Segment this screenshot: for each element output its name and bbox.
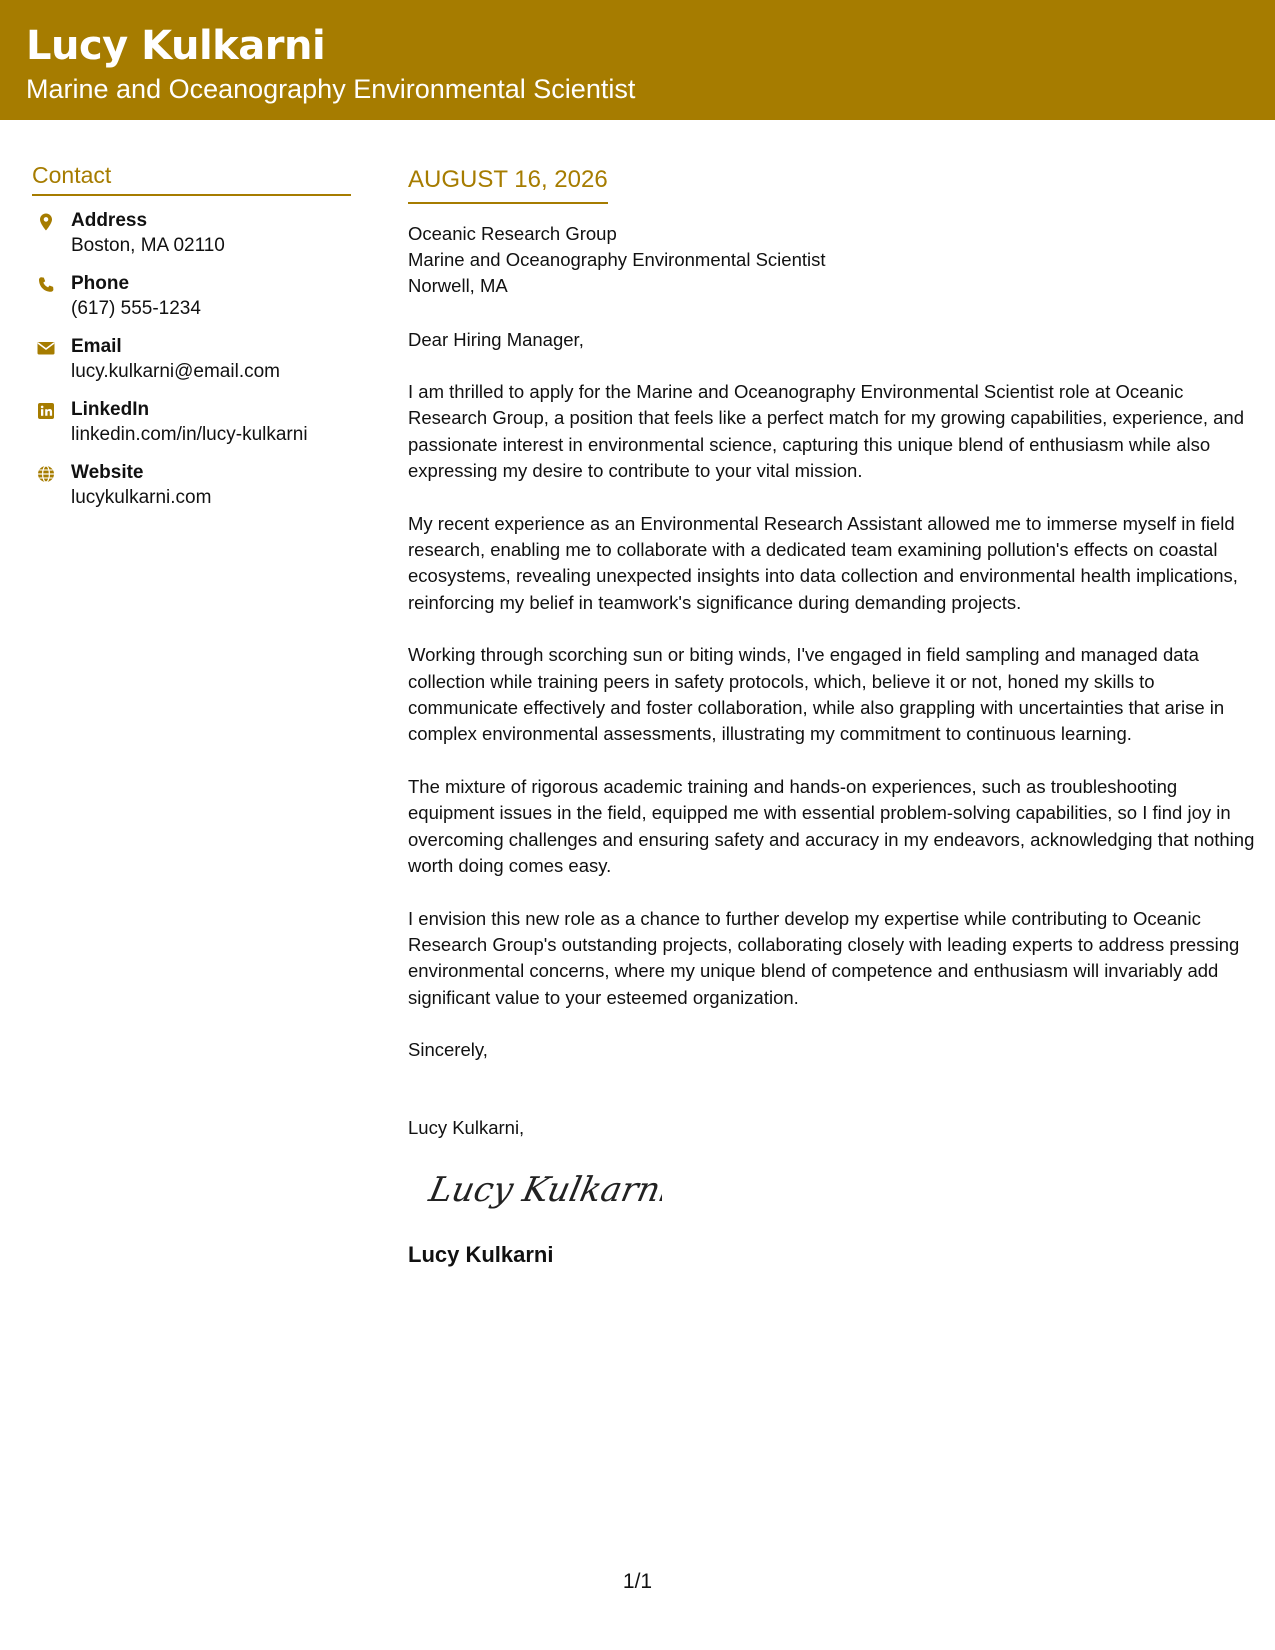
applicant-name: Lucy Kulkarni — [26, 23, 326, 69]
recipient-role: Marine and Oceanography Environmental Scientist — [408, 249, 826, 270]
letter-paragraph: My recent experience as an Environmental Research Assistant allowed me to immerse myself in field research, enabling me to collaborate with a dedicated team examining pollution's effects on coastal ecosystems, revealing unexpected insights into data collection and environmental health implications, reinforcing my belief in teamwork's significance during demanding projects. — [408, 512, 1238, 613]
recipient-location: Norwell, MA — [408, 275, 508, 296]
letter-paragraph: I envision this new role as a chance to further develop my expertise while contributing to Oceanic Research Group's outstanding projects, collaborating closely with leading experts to address pressing environmental concerns, where my unique blend of competence and enthusiasm will invariably add significant value to your esteemed organization. — [408, 907, 1240, 1008]
contact-item-linkedin — [32, 397, 351, 460]
contact-list — [32, 208, 351, 523]
contact-item-phone — [32, 271, 351, 334]
contact-label: Phone — [71, 273, 130, 294]
applicant-title: Marine and Oceanography Environmental Scientist — [26, 74, 636, 104]
contact-label: LinkedIn — [71, 399, 150, 420]
contact-heading: Contact — [32, 160, 351, 196]
contact-item-address — [32, 208, 351, 271]
map-pin-icon — [36, 212, 56, 232]
contact-value-website: lucykulkarni.com — [71, 487, 212, 508]
envelope-icon — [36, 338, 56, 358]
svg-text:Lucy Kulkarni: Lucy Kulkarni — [425, 1170, 662, 1211]
contact-item-website — [32, 460, 351, 523]
linkedin-icon — [36, 401, 56, 421]
contact-label: Address — [71, 210, 148, 231]
page-number: 1/1 — [622, 1570, 653, 1593]
contact-value-phone: (617) 555-1234 — [71, 298, 201, 319]
contact-value-email: lucy.kulkarni@email.com — [71, 361, 280, 382]
globe-icon — [36, 464, 56, 484]
letter-date: AUGUST 16, 2026 — [408, 164, 608, 204]
contact-value-linkedin: linkedin.com/in/lucy-kulkarni — [71, 424, 308, 445]
contact-value-address: Boston, MA 02110 — [71, 235, 225, 256]
letter-paragraph: The mixture of rigorous academic training and hands-on experiences, such as troubleshooting equipment issues in the field, equipped me with essential problem-solving capabilities, so I find joy in overcoming challenges and ensuring safety and accuracy in my endeavors, acknowledging that nothing worth doing comes easy. — [408, 775, 1255, 877]
salutation: Dear Hiring Manager, — [408, 329, 584, 350]
header-banner — [0, 0, 1275, 120]
phone-icon — [36, 275, 56, 295]
closing: Sincerely, — [408, 1039, 488, 1061]
signature — [422, 1161, 662, 1221]
contact-label: Email — [71, 336, 122, 357]
closing-name: Lucy Kulkarni, — [408, 1117, 525, 1139]
letter-paragraph: I am thrilled to apply for the Marine and Oceanography Environmental Scientist role at Oceanic Research Group, a position that feels like a perfect match for my growing capabilities, experience, and passionate interest in environmental science, capturing this unique blend of enthusiasm while also expressing my desire to contribute to your vital mission. — [408, 381, 1245, 482]
contact-label: Website — [71, 462, 144, 483]
letter-paragraph: Working through scorching sun or biting winds, I've engaged in field sampling and managed data collection while training peers in safety protocols, which, believe it or not, honed my skills to communicate effectively and foster collaboration, while also grappling with uncertainties that arise in complex environmental assessments, illustrating my commitment to continuous learning. — [408, 644, 1225, 745]
contact-item-email — [32, 334, 351, 397]
recipient-company: Oceanic Research Group — [408, 223, 617, 244]
letter-body — [408, 164, 1258, 1270]
recipient-block — [408, 221, 1258, 299]
signer-name: Lucy Kulkarni — [408, 1242, 554, 1268]
contact-sidebar — [32, 160, 351, 523]
